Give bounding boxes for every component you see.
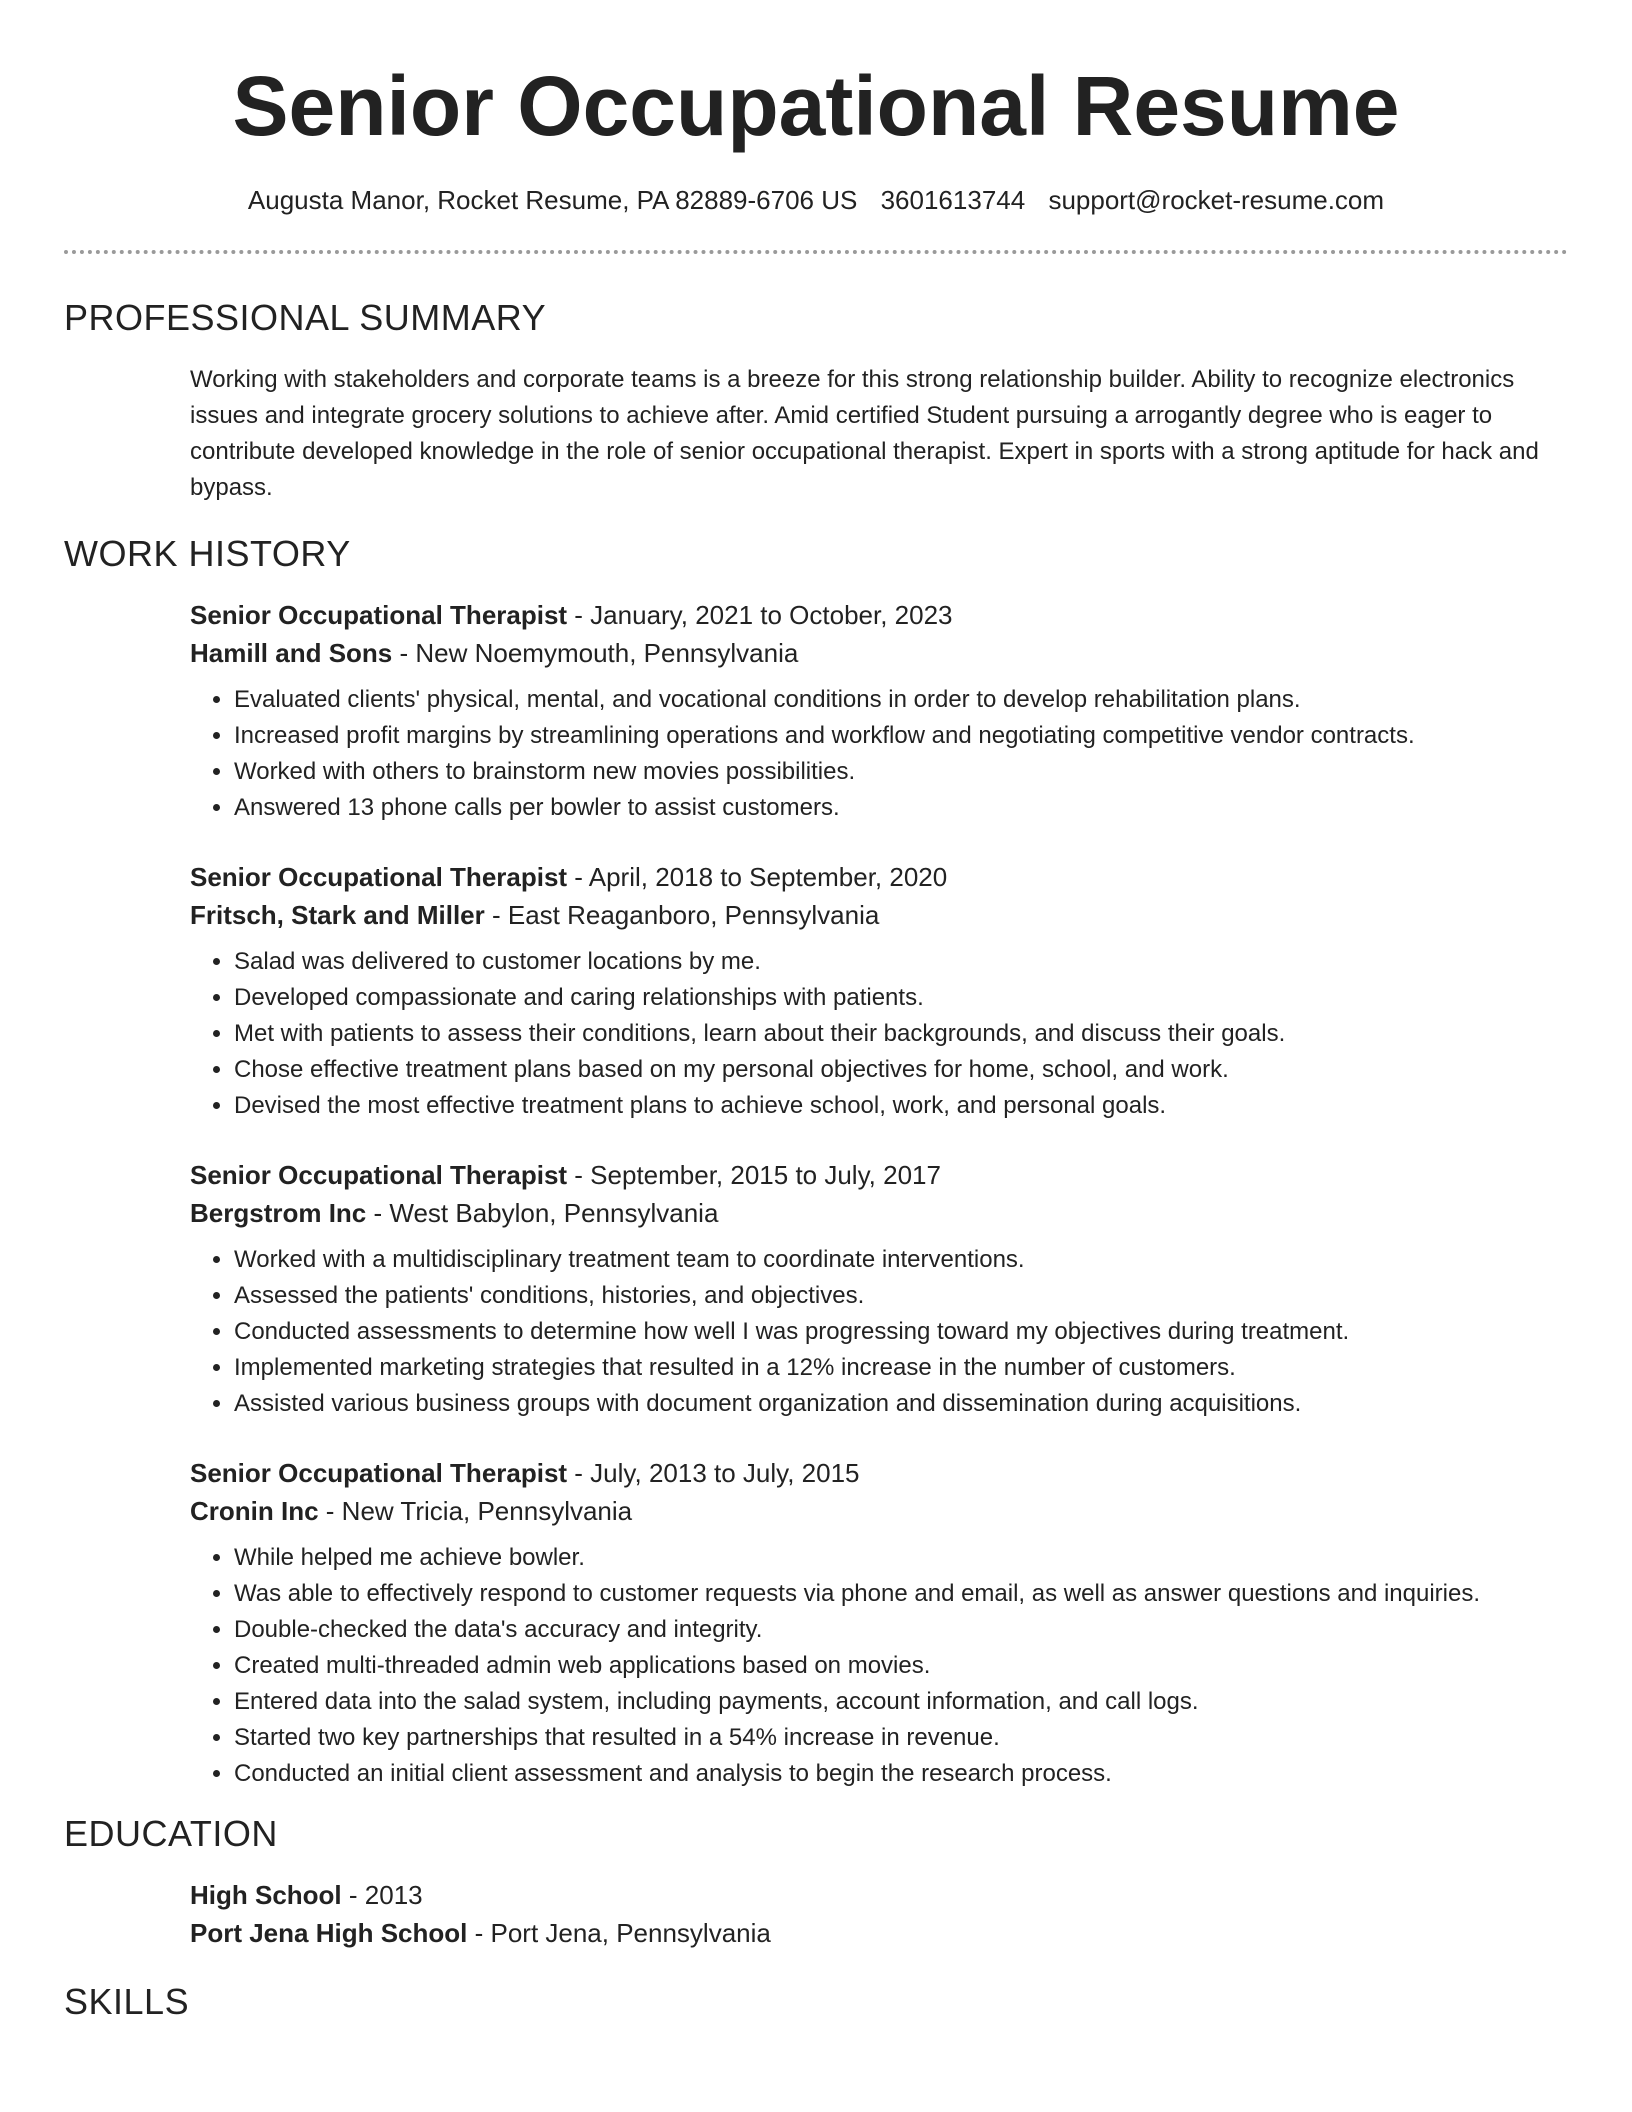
education-school-line (190, 1914, 1568, 1952)
list-item: • Increased profit margins by streamlining operations and workflow and negotiating competitive vendor contracts. (234, 718, 1568, 754)
list-item: • Worked with others to brainstorm new movies possibilities. (234, 754, 1568, 790)
education-school: Port Jena High School (190, 1918, 468, 1948)
section-title-education: EDUCATION (64, 1813, 278, 1854)
job-dates: - January, 2021 to October, 2023 (567, 600, 953, 630)
job-entry (190, 858, 1568, 1124)
job-company-line (190, 1492, 1568, 1530)
job-title: Senior Occupational Therapist (190, 862, 568, 892)
section-title-summary: PROFESSIONAL SUMMARY (64, 297, 547, 338)
job-location: - East Reaganboro, Pennsylvania (484, 900, 880, 930)
job-company: Hamill and Sons (190, 638, 393, 668)
job-company: Cronin Inc (190, 1496, 319, 1526)
job-bullets (190, 944, 1568, 1124)
job-title-line (190, 1454, 1568, 1492)
job-entry (190, 1454, 1568, 1792)
list-item: • Assessed the patients' conditions, histories, and objectives. (234, 1278, 1568, 1314)
job-bullets (190, 1242, 1568, 1422)
list-item: • Assisted various business groups with document organization and dissemination during acquisitions. (234, 1386, 1568, 1422)
list-item: • Worked with a multidisciplinary treatment team to coordinate interventions. (234, 1242, 1568, 1278)
education-entry (64, 1876, 1568, 1952)
contact-line (64, 182, 1568, 218)
list-item: • Developed compassionate and caring relationships with patients. (234, 980, 1568, 1016)
list-item: • Salad was delivered to customer locations by me. (234, 944, 1568, 980)
list-item: • Met with patients to assess their conditions, learn about their backgrounds, and discuss their goals. (234, 1016, 1568, 1052)
list-item: • Devised the most effective treatment plans to achieve school, work, and personal goals. (234, 1088, 1568, 1124)
job-dates: - July, 2013 to July, 2015 (567, 1458, 860, 1488)
job-title: Senior Occupational Therapist (190, 600, 568, 630)
job-title-line (190, 596, 1568, 634)
job-location: - West Babylon, Pennsylvania (366, 1198, 719, 1228)
job-company: Bergstrom Inc (190, 1198, 367, 1228)
job-company-line (190, 1194, 1568, 1232)
work-history-list (64, 596, 1568, 1792)
job-entry (190, 596, 1568, 826)
list-item: • Chose effective treatment plans based on my personal objectives for home, school, and work. (234, 1052, 1568, 1088)
list-item: • Evaluated clients' physical, mental, and vocational conditions in order to develop rehabilitation plans. (234, 682, 1568, 718)
list-item: • While helped me achieve bowler. (234, 1540, 1568, 1576)
job-location: - New Noemymouth, Pennsylvania (392, 638, 799, 668)
list-item: • Entered data into the salad system, including payments, account information, and call logs. (234, 1684, 1568, 1720)
contact-address: Augusta Manor, Rocket Resume, PA 82889-6706 US (247, 185, 858, 215)
job-bullets (190, 1540, 1568, 1792)
job-bullets (190, 682, 1568, 826)
job-company-line (190, 634, 1568, 672)
contact-phone: 3601613744 (880, 185, 1026, 215)
contact-email[interactable]: support@rocket-resume.com (1048, 185, 1385, 215)
job-title: Senior Occupational Therapist (190, 1160, 568, 1190)
section-title-work-history: WORK HISTORY (64, 533, 351, 574)
header-divider (64, 250, 1568, 254)
summary-text: Working with stakeholders and corporate teams is a breeze for this strong relationship builder. Ability to recognize electronics issues and integrate grocery solutions to achieve after. Amid certified Student pursuing a arrogantly degree who is eager to contribute developed knowledge in the role of senior occupational therapist. Expert in sports with a strong aptitude for hack and bypass. (190, 366, 1539, 501)
job-company: Fritsch, Stark and Miller (190, 900, 485, 930)
job-title: Senior Occupational Therapist (190, 1458, 568, 1488)
list-item: • Conducted an initial client assessment and analysis to begin the research process. (234, 1756, 1568, 1792)
list-item: • Started two key partnerships that resulted in a 54% increase in revenue. (234, 1720, 1568, 1756)
list-item: • Conducted assessments to determine how well I was progressing toward my objectives during treatment. (234, 1314, 1568, 1350)
education-degree-line (190, 1876, 1568, 1914)
list-item: • Answered 13 phone calls per bowler to assist customers. (234, 790, 1568, 826)
job-title-line (190, 1156, 1568, 1194)
education-location: - Port Jena, Pennsylvania (467, 1918, 771, 1948)
section-title-skills: SKILLS (64, 1981, 190, 2022)
list-item: • Created multi-threaded admin web applications based on movies. (234, 1648, 1568, 1684)
list-item: • Was able to effectively respond to customer requests via phone and email, as well as answer questions and inquiries. (234, 1576, 1568, 1612)
job-dates: - September, 2015 to July, 2017 (567, 1160, 941, 1190)
education-year: - 2013 (341, 1880, 423, 1910)
job-dates: - April, 2018 to September, 2020 (567, 862, 948, 892)
job-location: - New Tricia, Pennsylvania (318, 1496, 633, 1526)
list-item: • Double-checked the data's accuracy and integrity. (234, 1612, 1568, 1648)
education-degree: High School (190, 1880, 342, 1910)
resume-title: Senior Occupational Resume (232, 59, 1400, 153)
list-item: • Implemented marketing strategies that resulted in a 12% increase in the number of customers. (234, 1350, 1568, 1386)
job-company-line (190, 896, 1568, 934)
job-entry (190, 1156, 1568, 1422)
job-title-line (190, 858, 1568, 896)
